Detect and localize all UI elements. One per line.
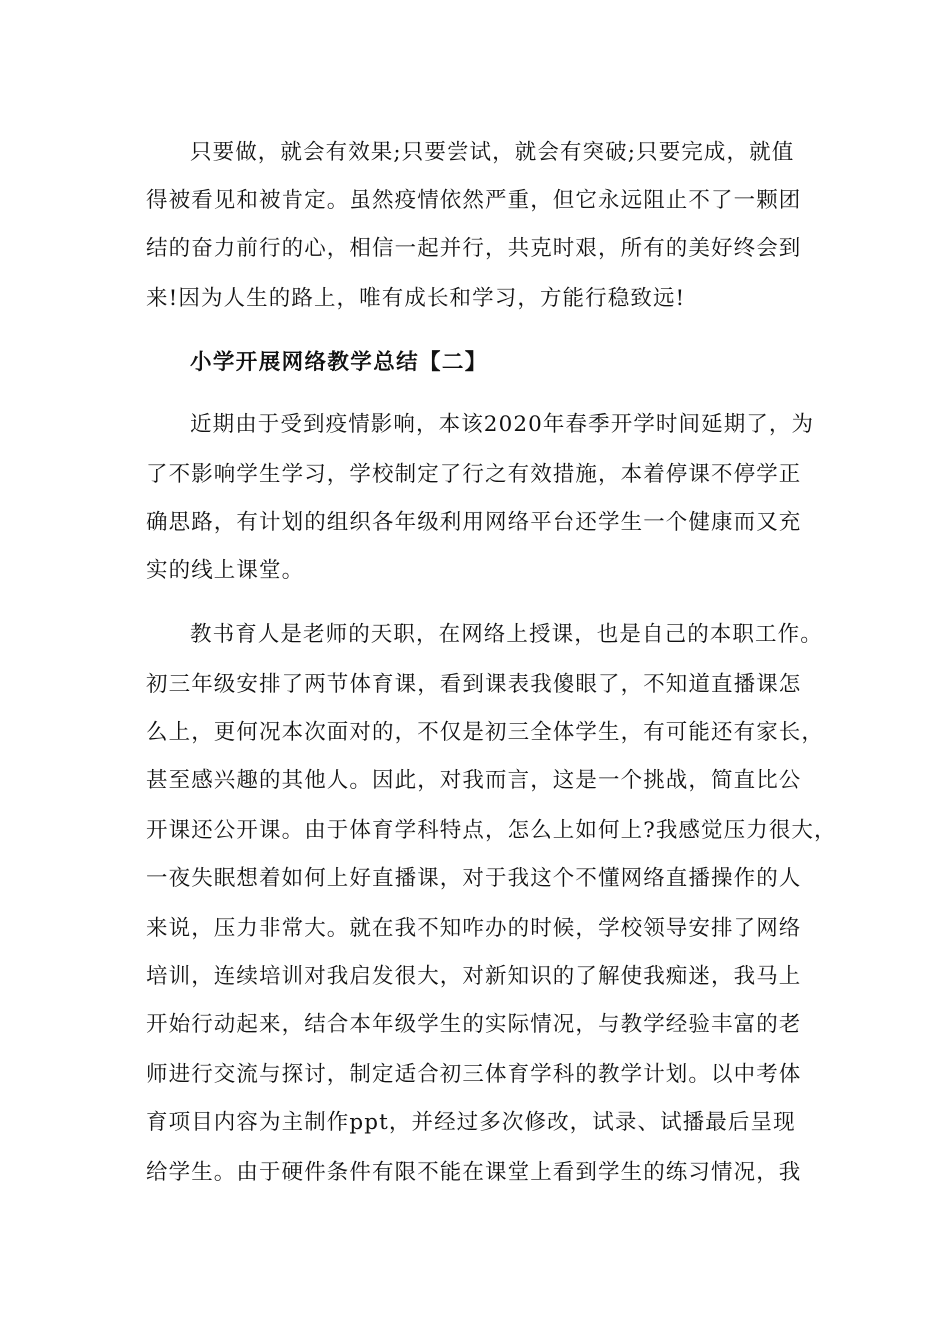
section-heading: 小学开展网络教学总结【二】 bbox=[190, 350, 488, 375]
paragraph-2-line-2: 了不影响学生学习，学校制定了行之有效措施，本着停课不停学正 bbox=[146, 462, 802, 487]
paragraph-3-line-10: 师进行交流与探讨，制定适合初三体育学科的教学计划。以中考体 bbox=[146, 1062, 802, 1087]
paragraph-1-line-2: 得被看见和被肯定。虽然疫情依然严重，但它永远阻止不了一颗团 bbox=[146, 188, 802, 213]
paragraph-2-line-3: 确思路，有计划的组织各年级利用网络平台还学生一个健康而又充 bbox=[146, 510, 802, 535]
paragraph-3-line-1: 教书育人是老师的天职，在网络上授课，也是自己的本职工作。 bbox=[190, 622, 823, 647]
paragraph-2-line-1: 近期由于受到疫情影响，本该2020年春季开学时间延期了，为 bbox=[190, 412, 815, 437]
paragraph-1-line-1: 只要做，就会有效果;只要尝试，就会有突破;只要完成，就值 bbox=[190, 140, 795, 165]
paragraph-3-line-4: 甚至感兴趣的其他人。因此，对我而言，这是一个挑战，简直比公 bbox=[146, 768, 802, 793]
paragraph-3-line-5: 开课还公开课。由于体育学科特点，怎么上如何上?我感觉压力很大， bbox=[146, 818, 837, 843]
paragraph-3-line-3: 么上，更何况本次面对的，不仅是初三全体学生，有可能还有家长， bbox=[146, 720, 825, 745]
paragraph-1-line-3: 结的奋力前行的心，相信一起并行，共克时艰，所有的美好终会到 bbox=[146, 236, 802, 261]
paragraph-2-line-4: 实的线上课堂。 bbox=[146, 558, 305, 583]
paragraph-3-line-2: 初三年级安排了两节体育课，看到课表我傻眼了，不知道直播课怎 bbox=[146, 672, 802, 697]
paragraph-3-line-11: 育项目内容为主制作ppt，并经过多次修改，试录、试播最后呈现 bbox=[146, 1110, 796, 1135]
paragraph-3-line-8: 培训，连续培训对我启发很大，对新知识的了解使我痴迷，我马上 bbox=[146, 964, 802, 989]
paragraph-3-line-7: 来说，压力非常大。就在我不知咋办的时候，学校领导安排了网络 bbox=[146, 916, 802, 941]
paragraph-1-line-4: 来!因为人生的路上，唯有成长和学习，方能行稳致远! bbox=[146, 286, 686, 311]
paragraph-3-line-6: 一夜失眠想着如何上好直播课，对于我这个不懂网络直播操作的人 bbox=[146, 866, 802, 891]
paragraph-3-line-12: 给学生。由于硬件条件有限不能在课堂上看到学生的练习情况，我 bbox=[146, 1160, 802, 1185]
paragraph-3-line-9: 开始行动起来，结合本年级学生的实际情况，与教学经验丰富的老 bbox=[146, 1012, 802, 1037]
